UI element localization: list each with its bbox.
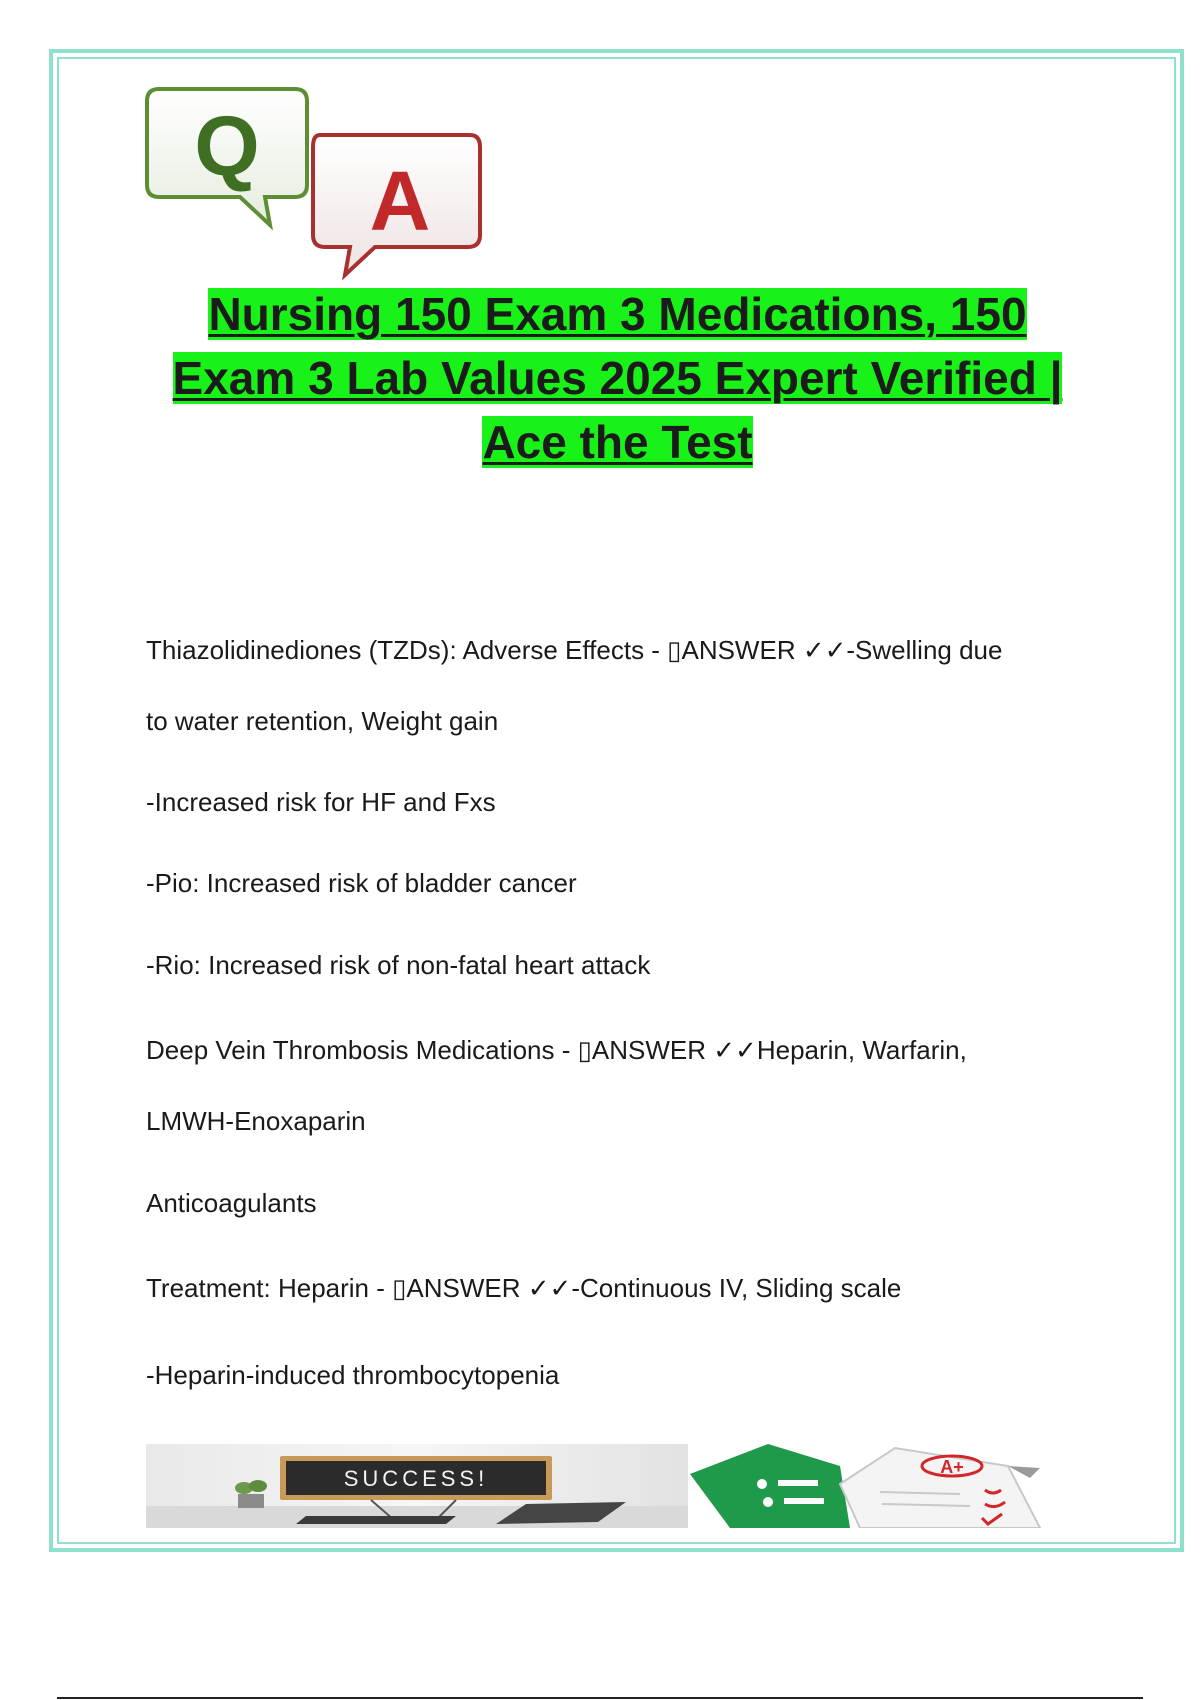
plant-icon <box>235 1480 267 1508</box>
qa-line: Deep Vein Thrombosis Medications - ▯ANSWER ✓✓Heparin, Warfarin, <box>146 1035 967 1065</box>
qa-line: -Rio: Increased risk of non-fatal heart attack <box>146 950 651 980</box>
title-line-1: Nursing 150 Exam 3 Medications, 150 <box>208 288 1027 340</box>
svg-text:Q: Q <box>194 99 260 193</box>
green-checklist-icon <box>690 1444 850 1528</box>
question-bubble-icon <box>147 89 307 225</box>
graded-paper-image <box>690 1444 1082 1528</box>
qa-line: -Heparin-induced thrombocytopenia <box>146 1360 560 1390</box>
svg-text:A: A <box>369 154 431 248</box>
graded-paper-icon <box>840 1448 1040 1528</box>
page-footer-rule <box>57 1697 1143 1699</box>
qa-line: to water retention, Weight gain <box>146 706 499 736</box>
document-title <box>120 282 1115 474</box>
qa-line: LMWH-Enoxaparin <box>146 1106 366 1136</box>
qa-line: Thiazolidinediones (TZDs): Adverse Effects - ▯ANSWER ✓✓-Swelling due <box>146 635 1003 665</box>
title-line-2: Exam 3 Lab Values 2025 Expert Verified | <box>172 352 1063 404</box>
title-line-3: Ace the Test <box>482 416 753 468</box>
answer-bubble-icon <box>313 135 480 275</box>
qa-line: -Increased risk for HF and Fxs <box>146 787 496 817</box>
qa-line: -Pio: Increased risk of bladder cancer <box>146 868 577 898</box>
success-banner-image <box>146 1444 688 1528</box>
svg-text:SUCCESS!: SUCCESS! <box>343 1466 489 1491</box>
qa-line: Treatment: Heparin - ▯ANSWER ✓✓-Continuous IV, Sliding scale <box>146 1273 902 1303</box>
qa-line: Anticoagulants <box>146 1188 317 1218</box>
svg-text:A+: A+ <box>940 1457 964 1477</box>
qa-logo <box>145 85 485 285</box>
